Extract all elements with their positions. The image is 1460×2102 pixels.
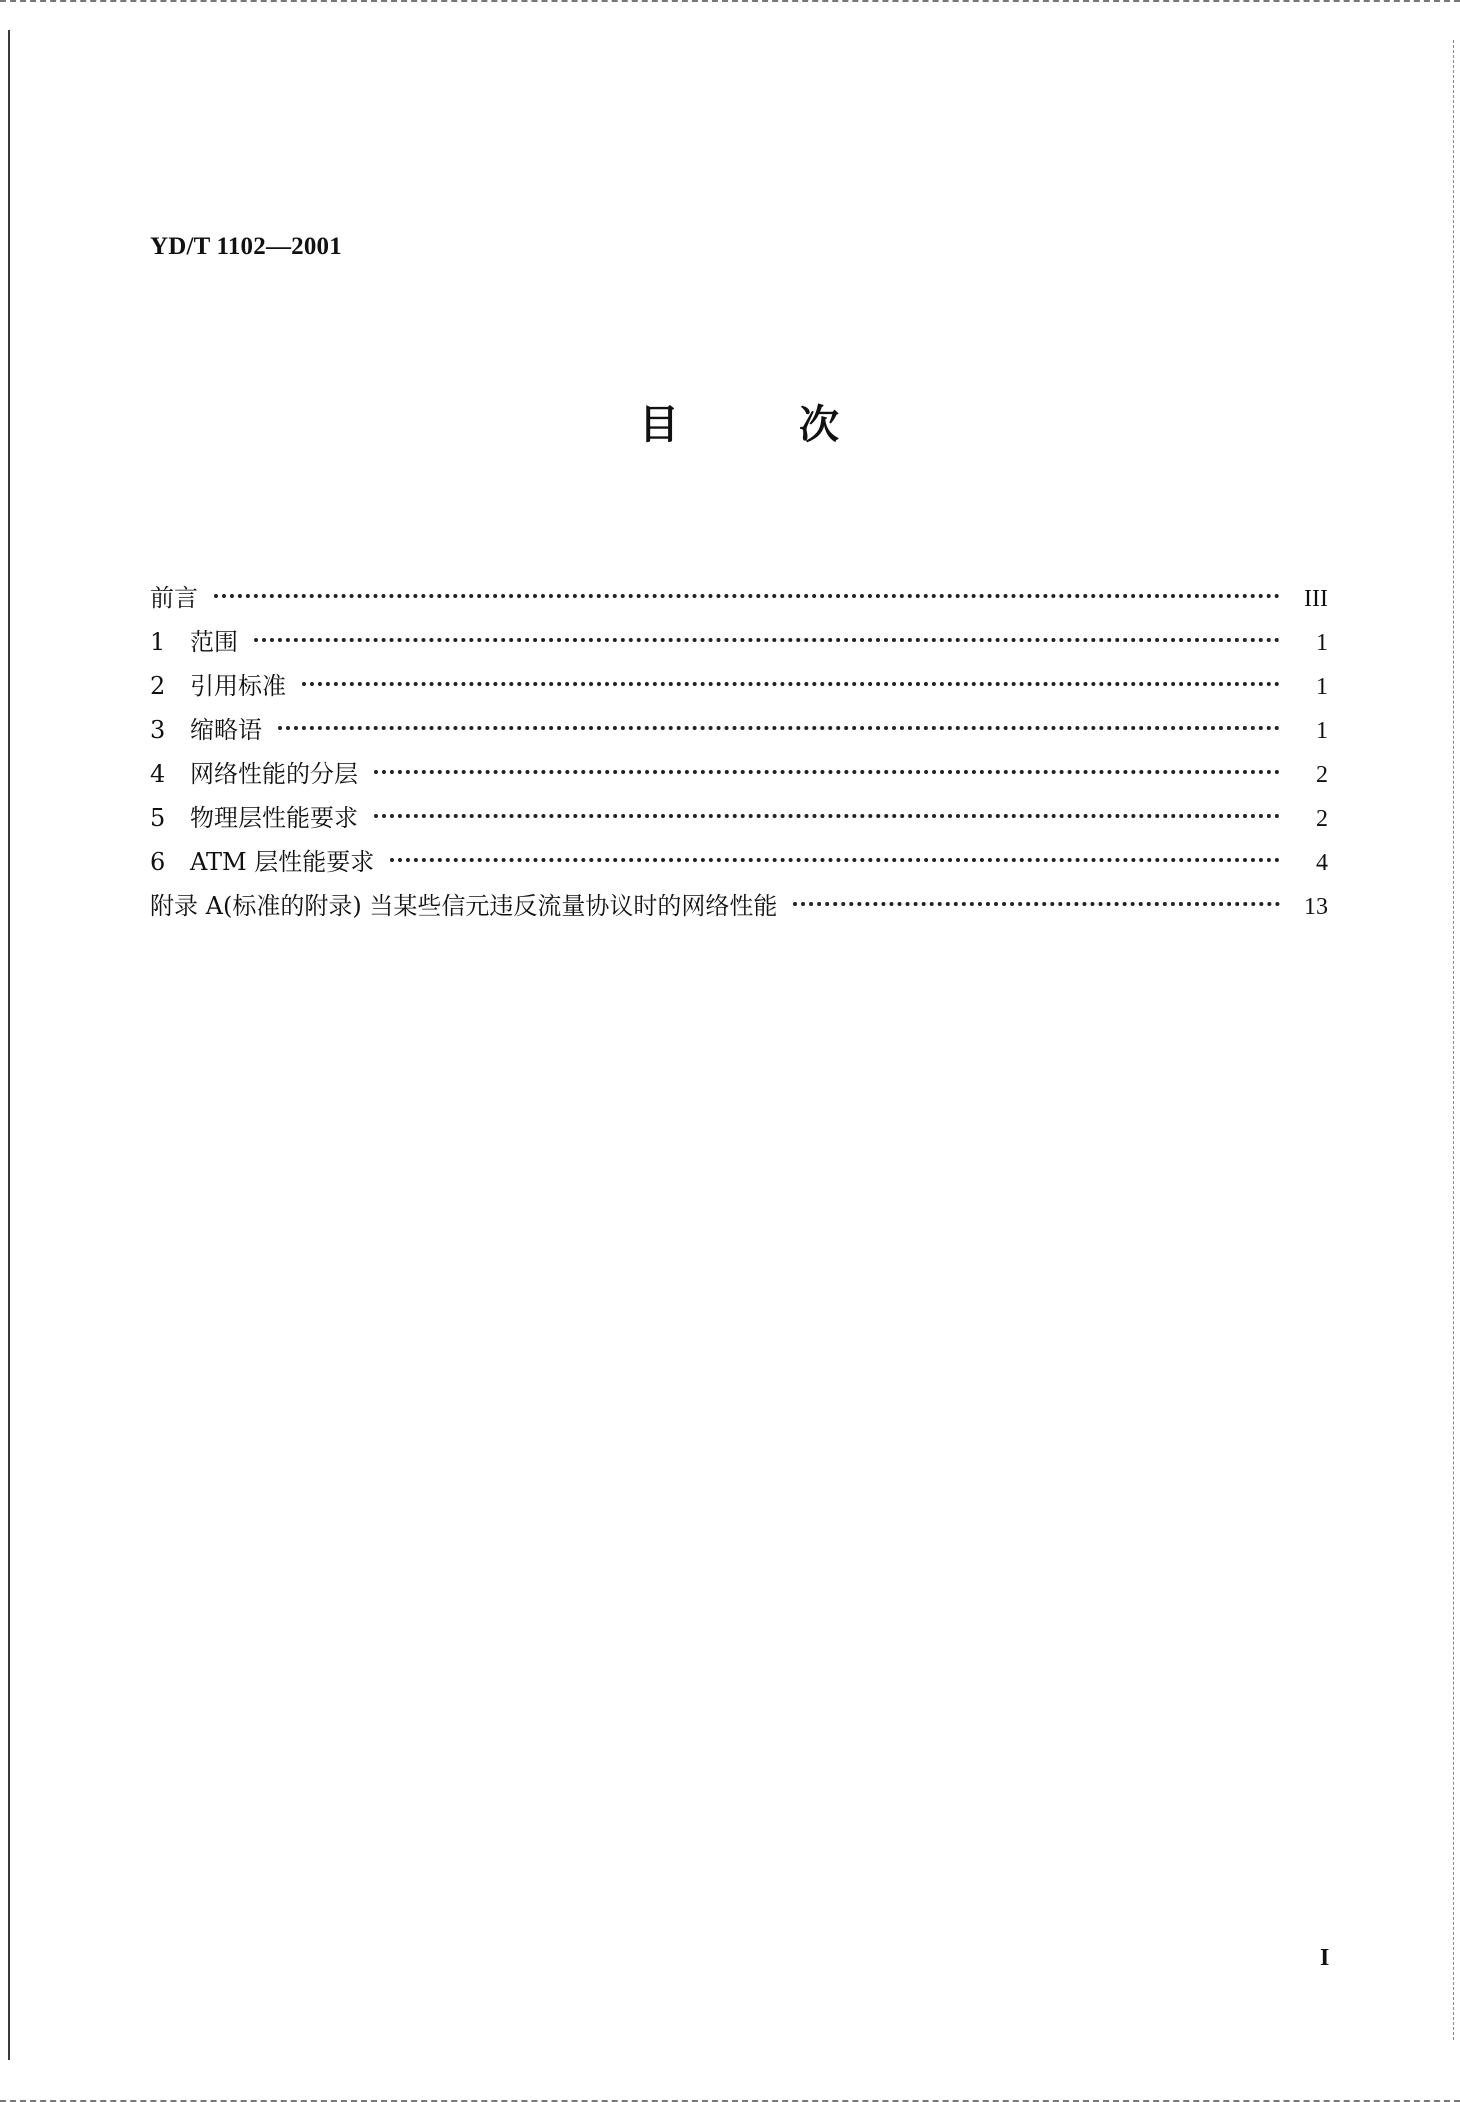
toc-entry-number: 5 [150, 804, 166, 832]
toc-entry-page: 2 [1316, 806, 1328, 832]
toc-entry-label: 网络性能的分层 [190, 760, 358, 788]
standard-code: YD/T 1102—2001 [150, 233, 342, 260]
toc-entry-page: 4 [1316, 850, 1328, 876]
toc-entry-normative-references[interactable] [150, 666, 1328, 710]
toc-entry-number: 3 [150, 716, 166, 744]
toc-entry-foreword[interactable] [150, 578, 1328, 622]
toc-entry-network-layering[interactable] [150, 754, 1328, 798]
toc-entry-label: 前言 [150, 584, 198, 612]
toc-entry-page: 2 [1316, 762, 1328, 788]
toc-leader-dots [374, 814, 1280, 818]
toc-entry-label: ATM 层性能要求 [190, 848, 375, 876]
toc-entry-abbreviations[interactable] [150, 710, 1328, 754]
toc-entry-label: 范围 [190, 628, 238, 656]
toc-entry-number: 2 [150, 672, 166, 700]
toc-list [150, 578, 1328, 930]
toc-entry-label: 缩略语 [190, 716, 262, 744]
toc-entry-appendix-a[interactable] [150, 886, 1328, 930]
toc-entry-page: 1 [1316, 630, 1328, 656]
toc-entry-number: 6 [150, 848, 166, 876]
toc-leader-dots [793, 902, 1280, 906]
toc-entry-label: 物理层性能要求 [190, 804, 358, 832]
toc-entry-atm-layer[interactable] [150, 842, 1328, 886]
page-top-edge [0, 0, 1460, 5]
toc-entry-page: 1 [1316, 674, 1328, 700]
toc-entry-label: 引用标准 [190, 672, 286, 700]
toc-leader-dots [278, 726, 1280, 730]
toc-entry-physical-layer[interactable] [150, 798, 1328, 842]
toc-title-part2: 次 [799, 402, 839, 448]
toc-title [0, 393, 1460, 450]
toc-entry-number: 4 [150, 760, 166, 788]
toc-leader-dots [254, 638, 1280, 642]
toc-entry-page: III [1304, 586, 1328, 612]
toc-entry-page: 13 [1304, 894, 1328, 920]
toc-entry-label: 附录 A(标准的附录) 当某些信元违反流量协议时的网络性能 [150, 892, 778, 920]
page-number: I [1320, 1945, 1330, 1971]
toc-leader-dots [302, 682, 1280, 686]
toc-leader-dots [374, 770, 1280, 774]
toc-entry-scope[interactable] [150, 622, 1328, 666]
toc-entry-number: 1 [150, 628, 166, 656]
toc-entry-page: 1 [1316, 718, 1328, 744]
page-left-border [8, 30, 10, 2060]
toc-leader-dots [214, 594, 1280, 598]
toc-title-part1: 目 [639, 402, 679, 448]
page-right-border [1452, 40, 1454, 2040]
page-bottom-edge [0, 2097, 1460, 2102]
toc-leader-dots [390, 858, 1280, 862]
